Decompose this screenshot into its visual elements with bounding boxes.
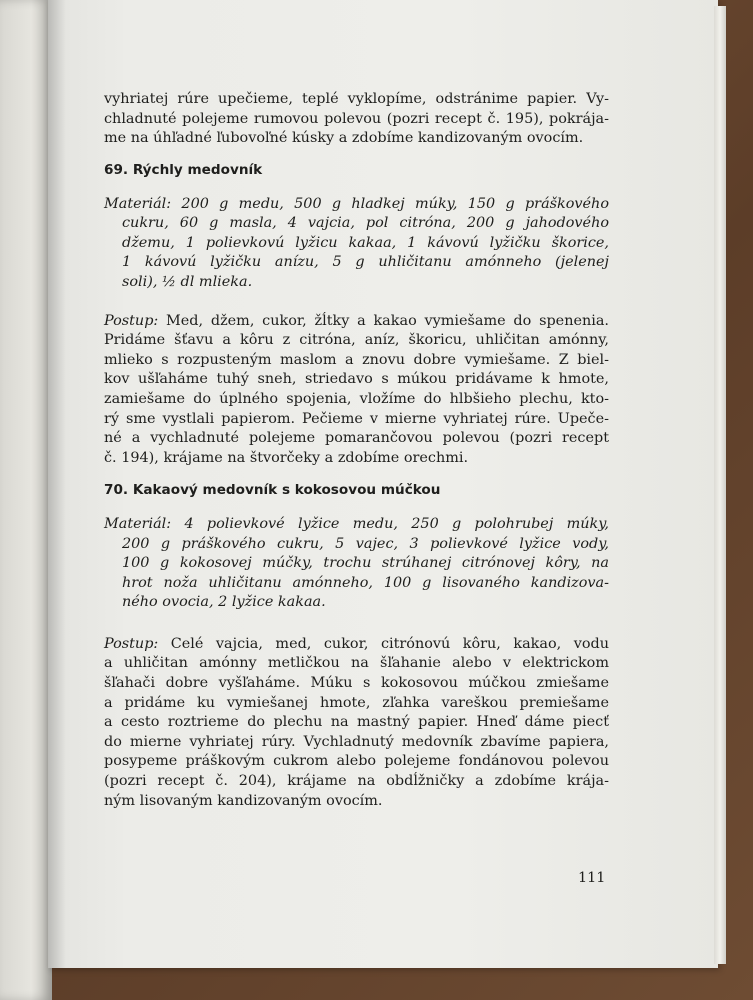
text-line: hrot noža uhličitanu amónneho, 100 g lisovaného kandizova- [122, 574, 609, 591]
text-line: do mierne vyhriatej rúry. Vychladnutý medovník zbavíme papiera, [104, 733, 609, 750]
page-number: 111 [578, 870, 606, 886]
text-line: vyhriatej rúre upečieme, teplé vyklopíme, odstránime papier. Vy- [104, 91, 609, 107]
material-paragraph [104, 515, 609, 613]
postup-text: Celé vajcia, med, cukor, citrónovú kôru, kakao, vodu [170, 635, 609, 652]
text-line: a pridáme ku vymiešanej hmote, zľahka vareškou premiešame [104, 694, 609, 711]
text-line: č. 194), krájame na štvorčeky a zdobíme orechmi. [104, 449, 469, 466]
text-line: ným lisovaným kandizovaným ovocím. [104, 792, 383, 809]
text-line: me na úhľadné ľubovoľné kúsky a zdobíme kandizovaným ovocím. [104, 130, 584, 147]
text-line: 200 g práškového cukru, 5 vajec, 3 polievkové lyžice vody, [122, 535, 609, 552]
text-line [104, 515, 609, 535]
text-line: soli), ½ dl mlieka. [122, 273, 253, 290]
text-line [104, 312, 609, 332]
page-gutter-shadow [48, 0, 66, 968]
text-line: (pozri recept č. 204), krájame na obdĺžničky a zdobíme krája- [104, 773, 609, 790]
text-line: posypeme práškovým cukrom alebo polejeme fondánovou polevou [104, 753, 609, 770]
text-line: šľahači dobre vyšľaháme. Múku s kokosovou múčkou zmiešame [104, 675, 609, 692]
material-label: Materiál: [104, 515, 172, 532]
page-stack-edge [714, 6, 726, 964]
left-page-edge [0, 0, 52, 1000]
text-line: kov ušľaháme tuhý sneh, striedavo s múkou pridávame k hmote, [104, 371, 609, 388]
text-line [104, 635, 609, 655]
text-line: 1 kávovú lyžičku anízu, 5 g uhličitanu amónneho (jelenej [122, 254, 609, 271]
text-line: rý sme vystlali papierom. Pečieme v mierne vyhriatej rúre. Upeče- [104, 410, 609, 427]
text-line [104, 195, 609, 215]
text-line: zamiešame do úplného spojenia, vložíme do hlbšieho plechu, kto- [104, 390, 609, 407]
text-line: cukru, 60 g masla, 4 vajcia, pol citróna, 200 g jahodového [122, 215, 609, 232]
text-line: džemu, 1 polievkovú lyžicu kakaa, 1 kávovú lyžičku škorice, [122, 234, 609, 251]
text-line: ného ovocia, 2 lyžice kakaa. [122, 594, 326, 611]
text-line: a uhličitan amónny metličkou na šľahanie alebo v elektrickom [104, 655, 609, 672]
postup-paragraph [104, 312, 609, 469]
text-line: chladnuté polejeme rumovou polevou (pozri recept č. 195), pokrája- [104, 110, 609, 127]
material-text: 200 g medu, 500 g hladkej múky, 150 g práškového [181, 195, 609, 212]
text-line: Pridáme šťavu a kôru z citróna, aníz, škoricu, uhličitan amónny, [104, 332, 609, 349]
text-line: né a vychladnuté polejeme pomarančovou polevou (pozri recept [104, 430, 609, 447]
text-line: a cesto roztrieme do plechu na mastný papier. Hneď dáme piecť [104, 714, 609, 731]
postup-label: Postup: [104, 312, 159, 329]
postup-paragraph [104, 635, 609, 811]
recipe-heading: 70. Kakaový medovník s kokosovou múčkou [104, 482, 441, 499]
text-line: mlieko s rozpusteným maslom a znovu dobre vymiešame. Z biel- [104, 351, 609, 368]
postup-text: Med, džem, cukor, žĺtky a kakao vymiešame do spenenia. [166, 312, 609, 329]
material-text: 4 polievkové lyžice medu, 250 g polohrubej múky, [184, 515, 610, 532]
recipe-heading: 69. Rýchly medovník [104, 162, 263, 178]
text-line: 100 g kokosovej múčky, trochu strúhanej citrónovej kôry, na [122, 555, 609, 572]
intro-paragraph [104, 90, 609, 150]
material-label: Materiál: [104, 195, 172, 212]
material-paragraph [104, 195, 609, 293]
page-content [104, 90, 609, 811]
postup-label: Postup: [104, 635, 159, 652]
